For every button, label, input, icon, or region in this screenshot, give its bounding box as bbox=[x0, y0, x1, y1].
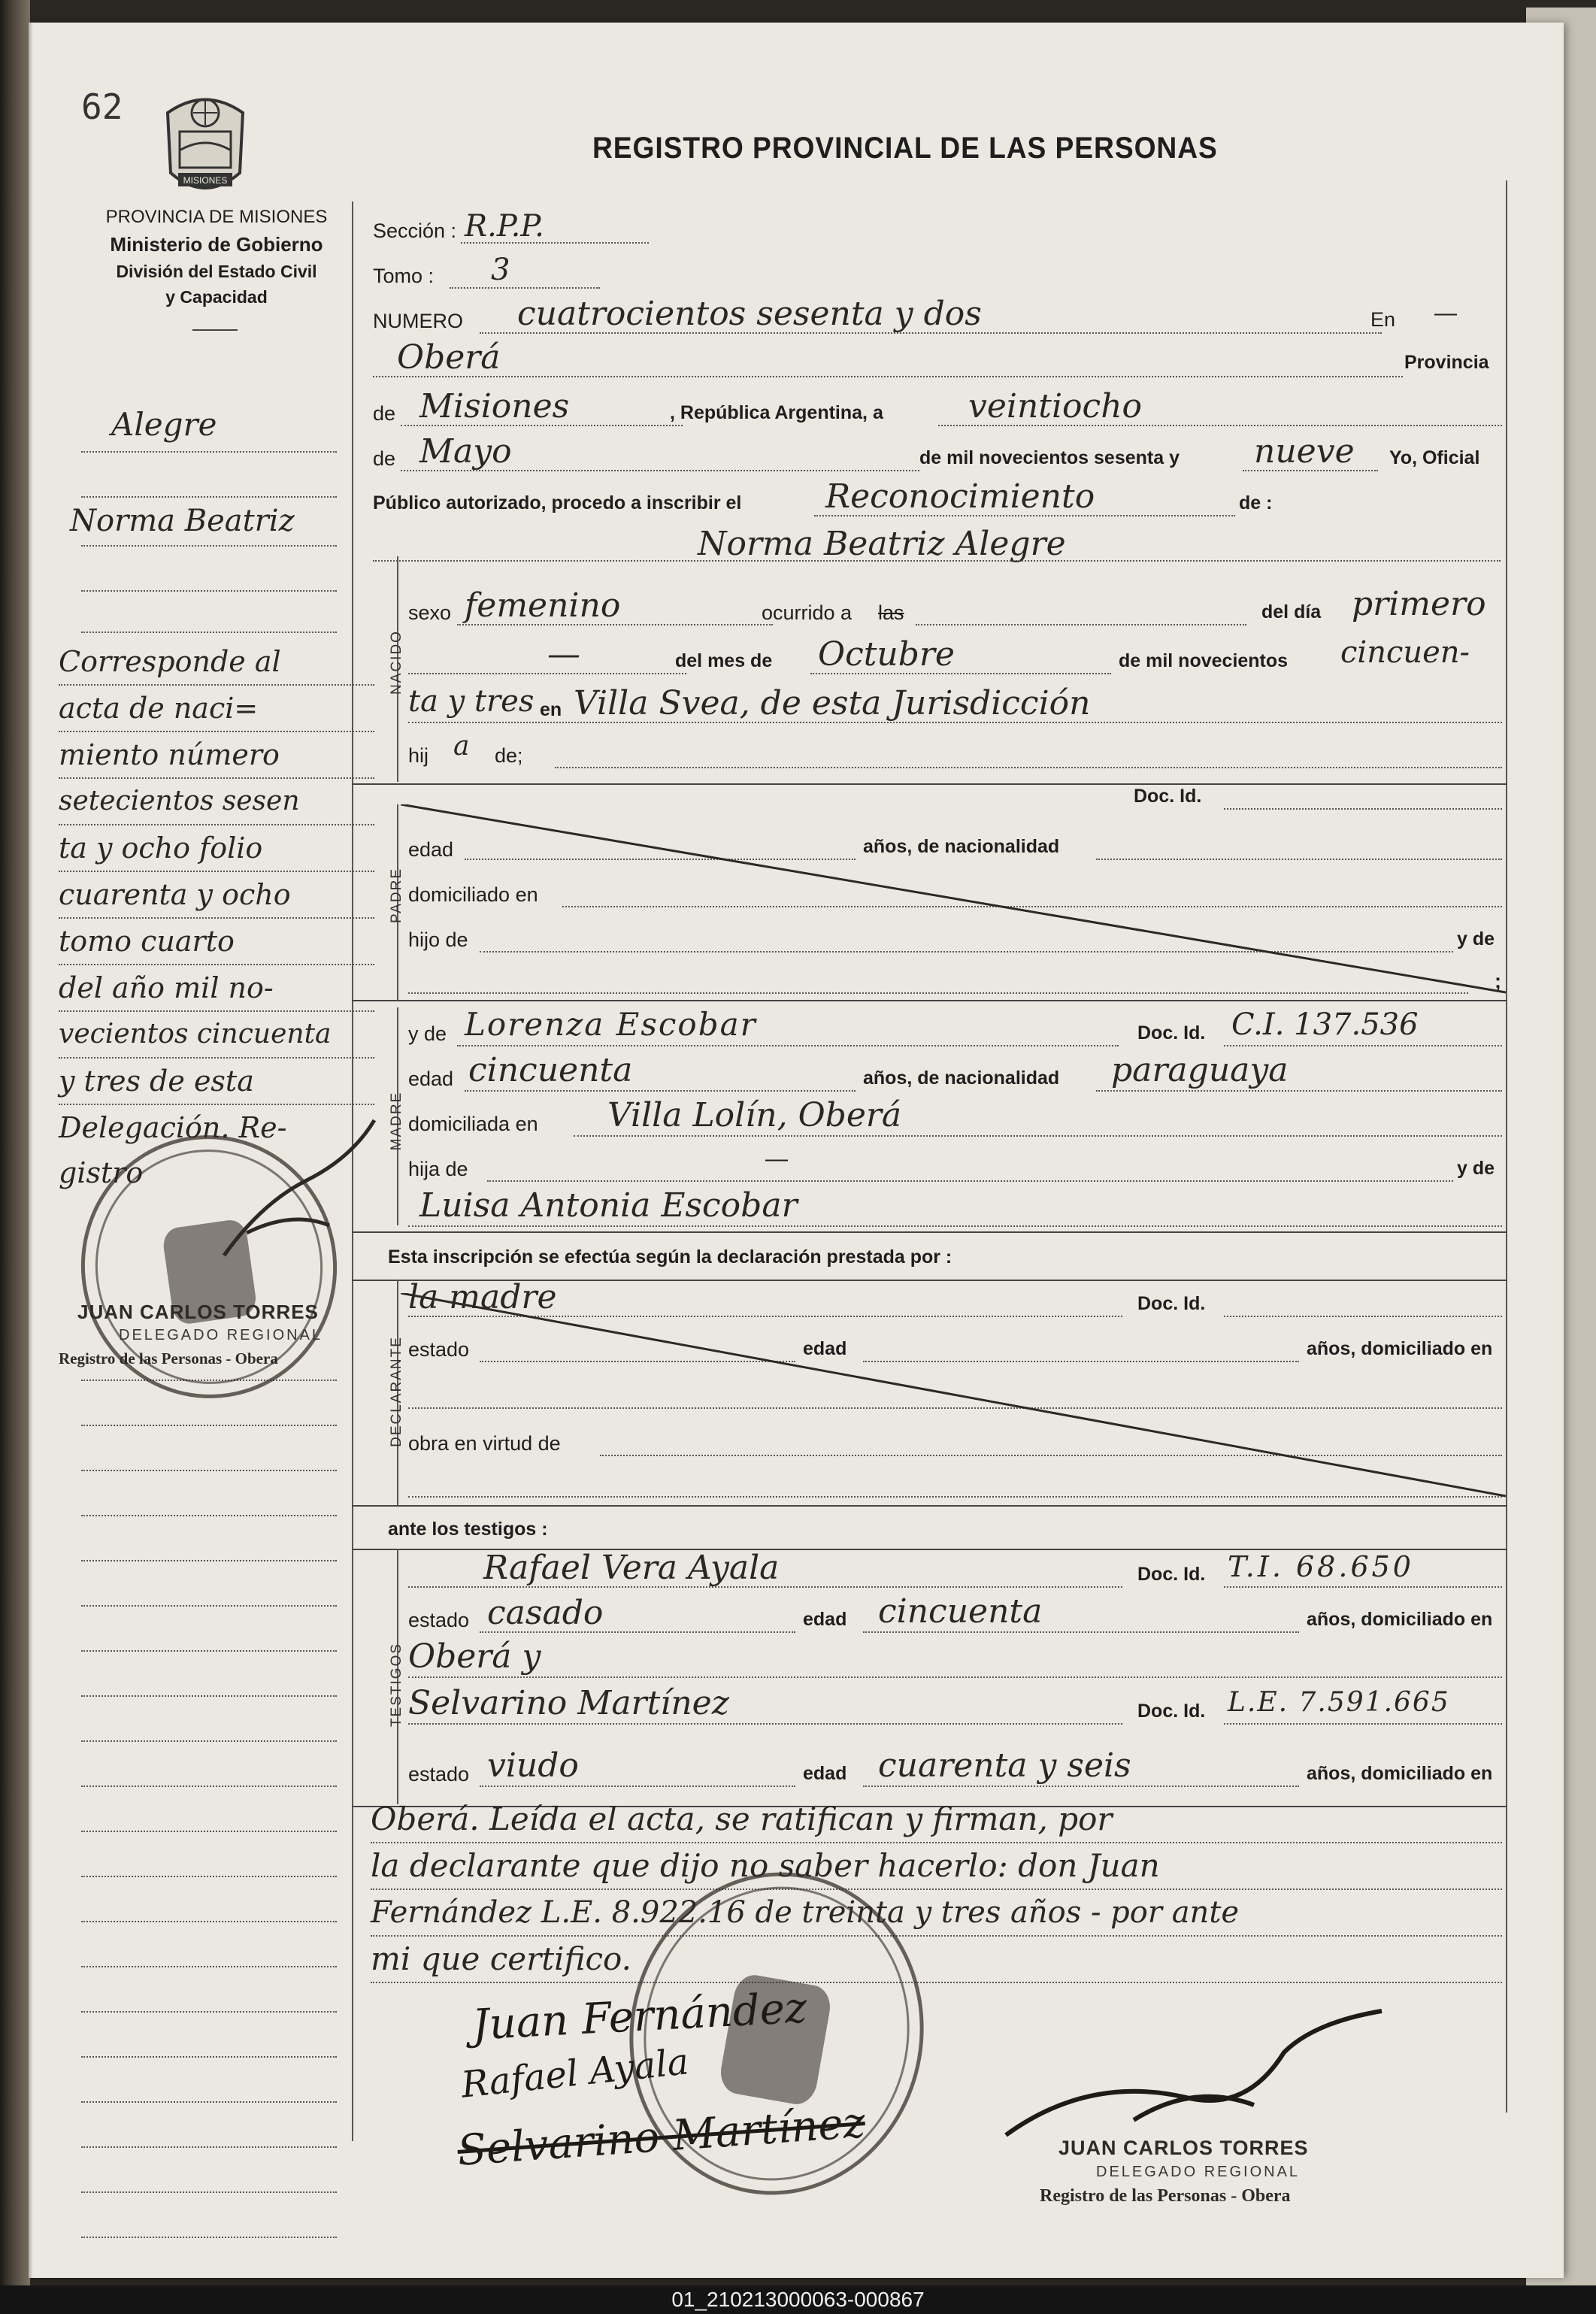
madre-nacionalidad-value: paraguaya bbox=[1111, 1051, 1289, 1089]
margin-official-title: DELEGADO REGIONAL bbox=[119, 1327, 323, 1343]
en-value: — bbox=[1434, 301, 1457, 326]
person-name: Norma Beatriz Alegre bbox=[698, 525, 1066, 563]
de-semicolon-label: de; bbox=[495, 744, 523, 767]
madre-section-label: MADRE bbox=[389, 1091, 404, 1151]
mil-label: de mil novecientos sesenta y bbox=[919, 447, 1180, 468]
madre-mother-name: Luisa Antonia Escobar bbox=[419, 1186, 798, 1225]
tomo-label: Tomo : bbox=[373, 265, 435, 287]
testigo1-domicilio: Oberá y bbox=[408, 1637, 541, 1676]
madre-docid-label: Doc. Id. bbox=[1137, 1022, 1206, 1043]
ocurrido-label: ocurrido a bbox=[762, 601, 853, 624]
madre-domiciliada-label: domiciliada en bbox=[408, 1113, 538, 1135]
margin-official-office: Registro de las Personas - Obera bbox=[59, 1349, 278, 1368]
madre-yde-label: y de bbox=[408, 1022, 447, 1045]
day-value: veintiocho bbox=[968, 387, 1143, 426]
padre-strike-line bbox=[401, 804, 1506, 1000]
margin-surname: Alegre bbox=[111, 406, 217, 443]
testigo1-estado-label: estado bbox=[408, 1609, 470, 1631]
padre-section-label: PADRE bbox=[389, 867, 404, 924]
hij-label: hij bbox=[408, 744, 429, 767]
madre-hija-value: — bbox=[765, 1146, 788, 1171]
official-signature-icon bbox=[998, 2007, 1389, 2143]
page-number: 62 bbox=[81, 86, 123, 127]
las-struck: las bbox=[878, 601, 904, 624]
signature-fernandez: Juan Fernández bbox=[471, 1983, 808, 2050]
book-binding bbox=[0, 0, 30, 2285]
sexo-value: femenino bbox=[465, 586, 621, 625]
testigo1-edad: cincuenta bbox=[878, 1592, 1043, 1631]
issuer-division-2: y Capacidad bbox=[165, 287, 268, 307]
testigo2-estado: viudo bbox=[487, 1746, 579, 1785]
testigos-intro: ante los testigos : bbox=[388, 1519, 548, 1540]
testigo2-anios-label: años, domiciliado en bbox=[1307, 1763, 1493, 1784]
separator-testigos-intro bbox=[352, 1505, 1507, 1507]
de-label-2: de bbox=[373, 447, 396, 470]
padre-yde-label: y de bbox=[1457, 928, 1495, 950]
issuer-underline bbox=[192, 329, 238, 331]
issuer-division: División del Estado Civil bbox=[116, 262, 317, 281]
numero-label: NUMERO bbox=[373, 310, 463, 332]
separator-madre bbox=[352, 1000, 1507, 1001]
seccion-value: R.P.P. bbox=[465, 209, 544, 244]
en-label: En bbox=[1370, 308, 1396, 331]
testigo1-docid-label: Doc. Id. bbox=[1137, 1564, 1206, 1585]
month-value: Mayo bbox=[419, 432, 512, 471]
madre-domicilio-value: Villa Lolín, Oberá bbox=[607, 1096, 902, 1134]
testigo1-edad-label: edad bbox=[803, 1609, 847, 1630]
declarante-strike-line bbox=[401, 1293, 1506, 1504]
certificate-page bbox=[29, 23, 1564, 2278]
padre-hijo-label: hijo de bbox=[408, 928, 468, 951]
de-colon: de : bbox=[1239, 492, 1273, 513]
issuer-ministry: Ministerio de Gobierno bbox=[110, 233, 323, 256]
testigo1-anios-label: años, domiciliado en bbox=[1307, 1609, 1493, 1630]
margin-signature-icon bbox=[217, 1113, 382, 1263]
official-name: JUAN CARLOS TORRES bbox=[1058, 2137, 1309, 2159]
seccion-label: Sección : bbox=[373, 220, 457, 242]
dia-value: primero bbox=[1352, 585, 1486, 623]
madre-edad-label: edad bbox=[408, 1068, 454, 1090]
madre-hija-label: hija de bbox=[408, 1158, 468, 1180]
closing-text: Oberá. Leída el acta, se ratifican y firman, por la declarante que dijo no saber hacerlo: don Juan Fernández L.E. 8.922.16 de treinta y tres años - por ante mi que certifico. bbox=[371, 1797, 1502, 1983]
del-dia-label: del día bbox=[1261, 601, 1322, 622]
margin-given-names: Norma Beatriz bbox=[70, 504, 295, 538]
emblem-label: MISIONES bbox=[183, 175, 228, 186]
nacido-docid-label: Doc. Id. bbox=[1134, 786, 1202, 807]
madre-edad-value: cincuenta bbox=[468, 1051, 633, 1089]
padre-edad-label: edad bbox=[408, 838, 454, 861]
city-value: Oberá bbox=[397, 338, 501, 377]
image-code-footer: 01_210213000063-000867 bbox=[0, 2285, 1596, 2314]
madre-yde2-label: y de bbox=[1457, 1158, 1495, 1179]
official-title: DELEGADO REGIONAL bbox=[1096, 2164, 1301, 2180]
issuer-province: PROVINCIA DE MISIONES bbox=[105, 207, 328, 227]
separator-padre bbox=[352, 783, 1507, 785]
testigo1-estado: casado bbox=[487, 1594, 604, 1632]
padre-domiciliado-label: domiciliado en bbox=[408, 883, 538, 906]
year-value: nueve bbox=[1254, 432, 1355, 471]
declarante-estado-label: estado bbox=[408, 1338, 470, 1361]
testigo2-estado-label: estado bbox=[408, 1763, 470, 1785]
margin-official-name: JUAN CARLOS TORRES bbox=[77, 1301, 319, 1323]
signature-martinez: Selvarino Martínez bbox=[456, 2098, 867, 2176]
declarante-anios-label: años, domiciliado en bbox=[1307, 1338, 1493, 1359]
numero-value: cuatrocientos sesenta y dos bbox=[517, 295, 982, 333]
madre-anios-label: años, de nacionalidad bbox=[863, 1068, 1060, 1089]
mes-value: Octubre bbox=[818, 635, 955, 674]
provincial-emblem-icon bbox=[160, 90, 250, 203]
hour-value: — bbox=[547, 635, 580, 674]
publico-label: Público autorizado, procedo a inscribir el bbox=[373, 492, 742, 513]
declarante-value: la madre bbox=[408, 1278, 557, 1316]
anio-value-2: ta y tres bbox=[408, 684, 535, 719]
testigo2-edad: cuarenta y seis bbox=[878, 1746, 1131, 1785]
testigo1-docid: T.I. 68.650 bbox=[1228, 1550, 1414, 1583]
provincia-value: Misiones bbox=[419, 387, 570, 426]
declarante-edad-label: edad bbox=[803, 1338, 847, 1359]
declarante-docid-label: Doc. Id. bbox=[1137, 1293, 1206, 1314]
testigos-section-label: TESTIGOS bbox=[389, 1642, 404, 1728]
republica-label: , República Argentina, a bbox=[670, 402, 883, 423]
margin-note: Corresponde al acta de naci= miento número setecientos sesen ta y ocho folio cuarenta y ocho tomo cuarto del año mil no- vecientos cincuenta y tres de esta Delegación. Re- gistro bbox=[59, 639, 374, 1195]
tomo-value: 3 bbox=[491, 253, 510, 287]
testigo2-edad-label: edad bbox=[803, 1763, 847, 1784]
testigo2-name: Selvarino Martínez bbox=[408, 1684, 729, 1722]
en-label-nacido: en bbox=[540, 699, 562, 720]
del-mes-label: del mes de bbox=[675, 650, 773, 671]
right-border bbox=[1506, 180, 1507, 2113]
testigo2-docid: L.E. 7.591.665 bbox=[1228, 1687, 1450, 1718]
hij-value: a bbox=[453, 731, 470, 762]
testigo1-name: Rafael Vera Ayala bbox=[483, 1549, 780, 1587]
madre-docid-value: C.I. 137.536 bbox=[1231, 1007, 1419, 1042]
separator-declarante-intro bbox=[352, 1231, 1507, 1233]
nacido-section-label: NACIDO bbox=[389, 630, 404, 695]
de-label: de bbox=[373, 402, 396, 425]
provincia-label: Provincia bbox=[1404, 352, 1489, 373]
testigo2-docid-label: Doc. Id. bbox=[1137, 1701, 1206, 1722]
signature-ayala: Rafael Ayala bbox=[459, 2040, 691, 2107]
mil-novecientos-label: de mil novecientos bbox=[1119, 650, 1289, 671]
padre-anios-label: años, de nacionalidad bbox=[863, 836, 1060, 857]
document-title: REGISTRO PROVINCIAL DE LAS PERSONAS bbox=[592, 132, 1218, 165]
declarante-intro: Esta inscripción se efectúa según la declaración prestada por : bbox=[388, 1246, 952, 1268]
lugar-value: Villa Svea, de esta Jurisdicción bbox=[574, 684, 1091, 722]
madre-name: Lorenza Escobar bbox=[465, 1006, 757, 1043]
sexo-label: sexo bbox=[408, 601, 452, 624]
padre-semicolon: ; bbox=[1495, 970, 1501, 992]
declarante-section-label: DECLARANTE bbox=[389, 1336, 404, 1447]
acto-value: Reconocimiento bbox=[825, 477, 1095, 516]
yo-label: Yo, Oficial bbox=[1389, 447, 1480, 468]
anio-value-1: cincuen- bbox=[1340, 635, 1470, 670]
page-edge-shadow bbox=[29, 23, 33, 2278]
official-office: Registro de las Personas - Obera bbox=[1040, 2186, 1291, 2206]
declarante-obra-label: obra en virtud de bbox=[408, 1432, 561, 1455]
